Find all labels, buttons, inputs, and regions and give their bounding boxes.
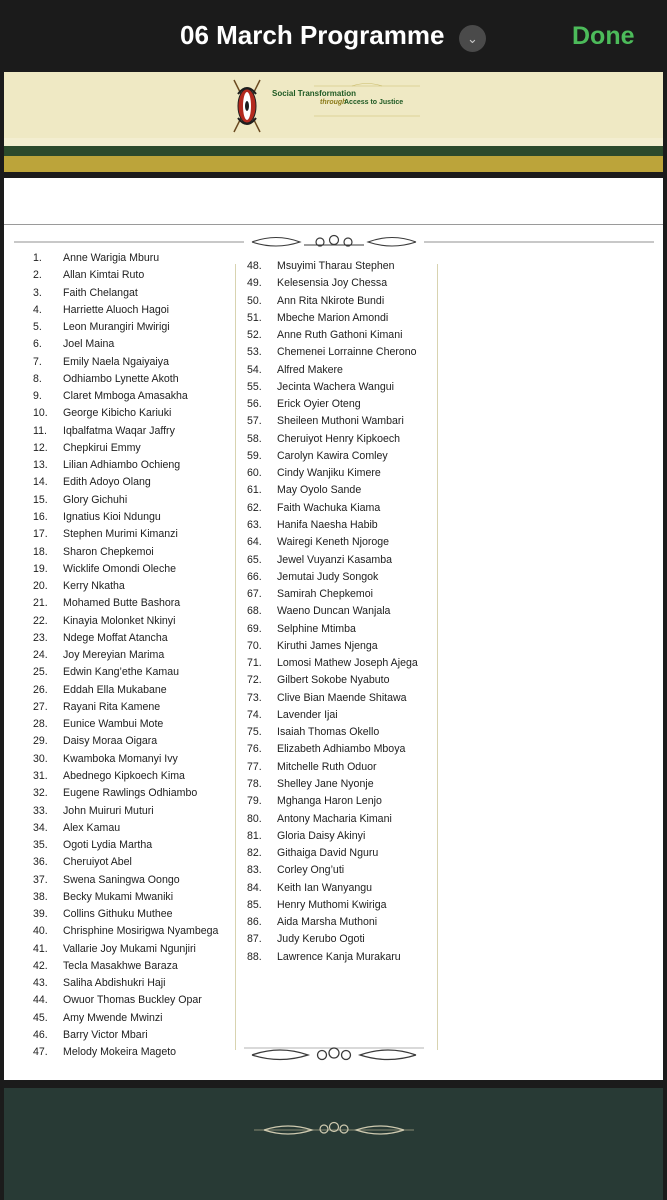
list-item xyxy=(247,552,435,569)
letterhead xyxy=(4,72,663,138)
attendee-name: Mghanga Haron Lenjo xyxy=(277,795,382,808)
item-number: 42. xyxy=(33,959,48,972)
list-item xyxy=(33,1027,233,1044)
attendee-name: Leon Murangiri Mwirigi xyxy=(63,321,170,334)
item-number: 4. xyxy=(33,303,42,316)
attendee-name: Eunice Wambui Mote xyxy=(63,718,164,731)
item-number: 69. xyxy=(247,622,262,635)
attendee-name: Barry Victor Mbari xyxy=(63,1028,148,1041)
list-item xyxy=(33,354,233,371)
list-item xyxy=(33,250,233,267)
attendee-name: Anne Warigia Mburu xyxy=(63,252,160,264)
attendee-name: Lomosi Mathew Joseph Ajega xyxy=(277,657,418,670)
attendee-name: Selphine Mtimba xyxy=(277,622,356,635)
item-number: 82. xyxy=(247,847,262,860)
attendee-name: Anne Ruth Gathoni Kimani xyxy=(277,329,403,342)
attendee-name: Swena Saningwa Oongo xyxy=(63,873,180,886)
item-number: 10. xyxy=(33,407,48,420)
list-item xyxy=(247,759,435,776)
list-item xyxy=(33,941,233,958)
list-item xyxy=(33,664,233,681)
item-number: 5. xyxy=(33,321,42,334)
item-number: 44. xyxy=(33,994,48,1007)
list-item xyxy=(33,906,233,923)
list-item xyxy=(247,638,435,655)
item-number: 75. xyxy=(247,726,262,739)
list-item xyxy=(247,828,435,845)
item-number: 55. xyxy=(247,380,262,393)
item-number: 23. xyxy=(33,631,48,644)
attendee-name: Harriette Aluoch Hagoi xyxy=(63,303,169,316)
attendee-name: Abednego Kipkoech Kima xyxy=(63,769,185,782)
item-number: 28. xyxy=(33,718,48,731)
item-number: 77. xyxy=(247,760,262,773)
list-item xyxy=(247,431,435,448)
item-number: 49. xyxy=(247,277,262,290)
attendee-name: Tecla Masakhwe Baraza xyxy=(63,959,178,972)
list-item xyxy=(33,768,233,785)
attendee-name: Becky Mukami Mwaniki xyxy=(63,890,174,903)
item-number: 22. xyxy=(33,614,48,627)
item-number: 25. xyxy=(33,666,48,679)
attendee-name: Ann Rita Nkirote Bundi xyxy=(277,294,385,307)
list-item xyxy=(247,897,435,914)
attendee-name: Mbeche Marion Amondi xyxy=(277,311,389,324)
attendee-name: Faith Chelangat xyxy=(63,286,138,299)
list-item xyxy=(247,776,435,793)
chevron-down-icon[interactable]: ⌄ xyxy=(459,25,486,52)
attendee-name: Chrisphine Mosirigwa Nyambega xyxy=(63,925,219,938)
attendee-name: Cheruiyot Henry Kipkoech xyxy=(277,432,401,445)
item-number: 54. xyxy=(247,363,262,376)
item-number: 78. xyxy=(247,777,262,790)
footer-band xyxy=(4,1088,663,1200)
item-number: 65. xyxy=(247,553,262,566)
item-number: 62. xyxy=(247,501,262,514)
attendee-name: Faith Wachuka Kiama xyxy=(277,501,381,514)
list-item xyxy=(33,958,233,975)
list-item xyxy=(33,975,233,992)
list-item xyxy=(33,319,233,336)
item-number: 7. xyxy=(33,355,42,368)
list-item xyxy=(33,509,233,526)
list-item xyxy=(247,413,435,430)
item-number: 67. xyxy=(247,588,262,601)
attendee-name: Cheruiyot Abel xyxy=(63,856,132,869)
list-item xyxy=(33,992,233,1009)
list-item xyxy=(247,448,435,465)
item-number: 36. xyxy=(33,856,48,869)
list-item xyxy=(247,793,435,810)
column-rule-right xyxy=(437,264,438,1050)
item-number: 24. xyxy=(33,649,48,662)
list-item xyxy=(247,931,435,948)
list-item xyxy=(33,595,233,612)
tagline-main: Social Transformation xyxy=(272,89,357,98)
list-item xyxy=(33,647,233,664)
attendee-list-2 xyxy=(247,258,435,966)
list-item xyxy=(247,258,435,275)
list-item xyxy=(33,682,233,699)
attendee-name: Lavender Ijai xyxy=(277,708,338,721)
attendee-name: Rayani Rita Kamene xyxy=(63,700,161,713)
document-title[interactable]: 06 March Programme xyxy=(180,20,445,50)
attendee-name: Joel Maina xyxy=(63,338,115,351)
attendee-list-1 xyxy=(33,250,233,1061)
item-number: 38. xyxy=(33,890,48,903)
item-number: 11. xyxy=(33,424,47,437)
header-band-cream xyxy=(4,138,663,146)
item-number: 80. xyxy=(247,812,262,825)
list-item xyxy=(247,500,435,517)
attendee-name: Edith Adoyo Olang xyxy=(63,476,151,489)
attendee-name: Saliha Abdishukri Haji xyxy=(63,977,166,990)
top-bar xyxy=(0,0,667,72)
item-number: 41. xyxy=(33,942,48,955)
item-number: 14. xyxy=(33,476,48,489)
item-number: 86. xyxy=(247,916,262,929)
item-number: 20. xyxy=(33,580,48,593)
list-item xyxy=(33,544,233,561)
attendee-name: Hanifa Naesha Habib xyxy=(277,518,378,531)
attendee-name: Stephen Murimi Kimanzi xyxy=(63,528,178,541)
list-item xyxy=(247,293,435,310)
attendee-name: Henry Muthomi Kwiriga xyxy=(277,898,387,911)
item-number: 57. xyxy=(247,415,262,428)
list-item xyxy=(33,267,233,284)
attendee-name: Gilbert Sokobe Nyabuto xyxy=(277,674,390,687)
item-number: 79. xyxy=(247,795,262,808)
list-item xyxy=(247,344,435,361)
item-number: 84. xyxy=(247,881,262,894)
list-item xyxy=(247,724,435,741)
item-number: 50. xyxy=(247,294,262,307)
list-item xyxy=(247,569,435,586)
attendee-name: George Kibicho Kariuki xyxy=(63,407,172,420)
list-item xyxy=(33,923,233,940)
list-item xyxy=(247,310,435,327)
item-number: 87. xyxy=(247,933,262,946)
list-item xyxy=(33,371,233,388)
shield-spears-icon xyxy=(231,78,263,134)
item-number: 85. xyxy=(247,898,262,911)
list-item xyxy=(33,336,233,353)
attendee-name: Gloria Daisy Akinyi xyxy=(277,829,366,842)
list-item xyxy=(33,630,233,647)
top-ornament xyxy=(14,232,654,252)
list-item xyxy=(247,690,435,707)
list-item xyxy=(33,302,233,319)
list-item xyxy=(33,440,233,457)
list-item xyxy=(247,811,435,828)
list-item xyxy=(33,457,233,474)
list-item xyxy=(33,803,233,820)
attendee-name: Ndege Moffat Atancha xyxy=(63,631,168,644)
attendee-name: Sharon Chepkemoi xyxy=(63,545,154,558)
list-item xyxy=(33,474,233,491)
item-number: 56. xyxy=(247,398,262,411)
attendee-name: Shelley Jane Nyonje xyxy=(277,777,374,790)
attendee-name: Clive Bian Maende Shitawa xyxy=(277,691,407,704)
list-item xyxy=(247,880,435,897)
attendee-name: Erick Oyier Oteng xyxy=(277,398,361,411)
attendee-name: Iqbalfatma Waqar Jaffry xyxy=(63,424,175,437)
item-number: 73. xyxy=(247,691,262,704)
tagline-flourish xyxy=(312,80,422,120)
attendee-name: Kerry Nkatha xyxy=(63,580,125,593)
attendee-name: Owuor Thomas Buckley Opar xyxy=(63,994,202,1007)
attendee-name: Cindy Wanjiku Kimere xyxy=(277,467,381,480)
item-number: 33. xyxy=(33,804,48,817)
item-number: 68. xyxy=(247,605,262,618)
item-number: 40. xyxy=(33,925,48,938)
item-number: 31. xyxy=(33,769,48,782)
attendee-name: Antony Macharia Kimani xyxy=(277,812,392,825)
list-item xyxy=(33,1044,233,1061)
attendee-name: Corley Ong’uti xyxy=(277,864,345,877)
attendee-name: Samirah Chepkemoi xyxy=(277,588,373,601)
attendee-name: Daisy Moraa Oigara xyxy=(63,735,158,748)
attendee-name: Wicklife Omondi Oleche xyxy=(63,562,177,575)
list-item xyxy=(33,526,233,543)
item-number: 81. xyxy=(247,829,262,842)
list-item xyxy=(247,586,435,603)
header-band-gold xyxy=(4,156,663,172)
item-number: 70. xyxy=(247,639,262,652)
item-number: 6. xyxy=(33,338,42,351)
attendee-name: Jecinta Wachera Wangui xyxy=(277,380,394,393)
item-number: 72. xyxy=(247,674,262,687)
attendee-name: Aida Marsha Muthoni xyxy=(277,916,378,929)
item-number: 30. xyxy=(33,752,48,765)
attendee-name: May Oyolo Sande xyxy=(277,484,362,497)
item-number: 8. xyxy=(33,372,42,385)
item-number: 16. xyxy=(33,510,48,523)
item-number: 66. xyxy=(247,570,262,583)
attendee-name: Jemutai Judy Songok xyxy=(277,570,379,583)
page xyxy=(4,178,663,1080)
attendee-name: Lilian Adhiambo Ochieng xyxy=(63,459,181,472)
item-number: 63. xyxy=(247,518,262,531)
item-number: 61. xyxy=(247,484,262,497)
attendee-name: Eugene Rawlings Odhiambo xyxy=(63,787,198,800)
item-number: 37. xyxy=(33,873,48,886)
attendee-name: Amy Mwende Mwinzi xyxy=(63,1011,163,1024)
attendee-name: Edwin Kang’ethe Kamau xyxy=(63,666,180,679)
list-item xyxy=(33,699,233,716)
item-number: 35. xyxy=(33,839,48,852)
list-item xyxy=(33,613,233,630)
attendee-name: Kwamboka Momanyi Ivy xyxy=(63,752,178,765)
list-item xyxy=(247,741,435,758)
item-number: 13. xyxy=(33,459,48,472)
attendee-name: Melody Mokeira Mageto xyxy=(63,1046,177,1059)
attendee-name: Collins Githuku Muthee xyxy=(63,908,173,921)
attendee-name: Githaiga David Nguru xyxy=(277,847,379,860)
item-number: 32. xyxy=(33,787,48,800)
item-number: 34. xyxy=(33,821,48,834)
list-item xyxy=(247,707,435,724)
item-number: 52. xyxy=(247,329,262,342)
list-item xyxy=(247,845,435,862)
tagline-end: Access to Justice xyxy=(344,99,404,106)
item-number: 59. xyxy=(247,449,262,462)
attendee-name: Alex Kamau xyxy=(63,821,121,834)
document-preview[interactable] xyxy=(4,72,663,1200)
list-item xyxy=(33,405,233,422)
list-item xyxy=(247,379,435,396)
list-item xyxy=(33,889,233,906)
item-number: 17. xyxy=(33,528,48,541)
section-divider xyxy=(4,224,663,225)
item-number: 64. xyxy=(247,536,262,549)
list-item xyxy=(33,837,233,854)
attendee-name: Isaiah Thomas Okello xyxy=(277,726,380,739)
attendee-name: Carolyn Kawira Comley xyxy=(277,449,388,462)
attendee-name: Judy Kerubo Ogoti xyxy=(277,933,365,946)
attendee-name: Alfred Makere xyxy=(277,363,343,376)
item-number: 76. xyxy=(247,743,262,756)
attendee-name: Lawrence Kanja Murakaru xyxy=(277,950,401,963)
attendee-name: Glory Gichuhi xyxy=(63,493,128,506)
item-number: 60. xyxy=(247,467,262,480)
attendee-name: Ignatius Kioi Ndungu xyxy=(63,510,161,523)
item-number: 1. xyxy=(33,252,42,264)
list-item xyxy=(247,465,435,482)
item-number: 27. xyxy=(33,700,48,713)
attendee-name: Mohamed Butte Bashora xyxy=(63,597,181,610)
attendee-name: Joy Mereyian Marima xyxy=(63,649,165,662)
item-number: 71. xyxy=(247,657,262,670)
list-item xyxy=(247,482,435,499)
item-number: 21. xyxy=(33,597,48,610)
list-item xyxy=(33,733,233,750)
bottom-ornament xyxy=(244,1040,424,1070)
item-number: 45. xyxy=(33,1011,48,1024)
item-number: 74. xyxy=(247,708,262,721)
list-item xyxy=(33,854,233,871)
list-item xyxy=(33,561,233,578)
tagline-through: through xyxy=(320,99,347,106)
attendee-name: Kiruthi James Njenga xyxy=(277,639,378,652)
list-item xyxy=(33,751,233,768)
attendee-name: Sheileen Muthoni Wambari xyxy=(277,415,404,428)
item-number: 19. xyxy=(33,562,48,575)
list-item xyxy=(247,862,435,879)
attendee-name: Chepkirui Emmy xyxy=(63,441,141,454)
item-number: 58. xyxy=(247,432,262,445)
item-number: 2. xyxy=(33,269,42,282)
list-item xyxy=(247,949,435,966)
attendee-name: Kinayia Molonket Nkinyi xyxy=(63,614,176,627)
attendee-name: Vallarie Joy Mukami Ngunjiri xyxy=(63,942,196,955)
item-number: 12. xyxy=(33,441,48,454)
list-item xyxy=(33,492,233,509)
item-number: 53. xyxy=(247,346,262,359)
attendee-name: Wairegi Keneth Njoroge xyxy=(277,536,390,549)
attendee-name: Claret Mmboga Amasakha xyxy=(63,390,188,403)
item-number: 3. xyxy=(33,286,42,299)
attendee-name: Msuyimi Tharau Stephen xyxy=(277,260,395,272)
list-item xyxy=(247,603,435,620)
item-number: 26. xyxy=(33,683,48,696)
header-band-green xyxy=(4,146,663,156)
list-item xyxy=(33,1010,233,1027)
item-number: 47. xyxy=(33,1046,48,1059)
attendee-name: Keith Ian Wanyangu xyxy=(277,881,373,894)
list-item xyxy=(33,285,233,302)
attendee-name: Allan Kimtai Ruto xyxy=(63,269,145,282)
list-item xyxy=(247,362,435,379)
attendee-name: Elizabeth Adhiambo Mboya xyxy=(277,743,406,756)
column-rule-left xyxy=(235,264,236,1050)
footer-ornament xyxy=(254,1118,414,1142)
item-number: 9. xyxy=(33,390,42,403)
item-number: 46. xyxy=(33,1028,48,1041)
list-item xyxy=(247,275,435,292)
item-number: 15. xyxy=(33,493,48,506)
attendee-name: Ogoti Lydia Martha xyxy=(63,839,153,852)
list-item xyxy=(33,820,233,837)
attendee-name: Kelesensia Joy Chessa xyxy=(277,277,388,290)
list-item xyxy=(33,716,233,733)
list-item xyxy=(247,672,435,689)
list-item xyxy=(33,423,233,440)
item-number: 43. xyxy=(33,977,48,990)
item-number: 48. xyxy=(247,260,262,272)
item-number: 51. xyxy=(247,311,262,324)
attendee-name: Jewel Vuyanzi Kasamba xyxy=(277,553,393,566)
item-number: 29. xyxy=(33,735,48,748)
list-item xyxy=(33,578,233,595)
list-item xyxy=(247,534,435,551)
list-item xyxy=(247,655,435,672)
attendee-name: Mitchelle Ruth Oduor xyxy=(277,760,377,773)
list-item xyxy=(247,517,435,534)
item-number: 83. xyxy=(247,864,262,877)
list-item xyxy=(33,785,233,802)
list-item xyxy=(33,388,233,405)
item-number: 39. xyxy=(33,908,48,921)
list-item xyxy=(247,621,435,638)
attendee-name: Waeno Duncan Wanjala xyxy=(277,605,391,618)
list-item xyxy=(247,914,435,931)
list-item xyxy=(33,872,233,889)
attendee-name: Odhiambo Lynette Akoth xyxy=(63,372,179,385)
attendee-name: Chemenei Lorrainne Cherono xyxy=(277,346,417,359)
done-button[interactable]: Done xyxy=(572,22,635,50)
item-number: 18. xyxy=(33,545,48,558)
attendee-name: John Muiruri Muturi xyxy=(63,804,154,817)
item-number: 88. xyxy=(247,950,262,963)
attendee-name: Emily Naela Ngaiyaiya xyxy=(63,355,169,368)
list-item xyxy=(247,396,435,413)
attendee-name: Eddah Ella Mukabane xyxy=(63,683,167,696)
list-item xyxy=(247,327,435,344)
